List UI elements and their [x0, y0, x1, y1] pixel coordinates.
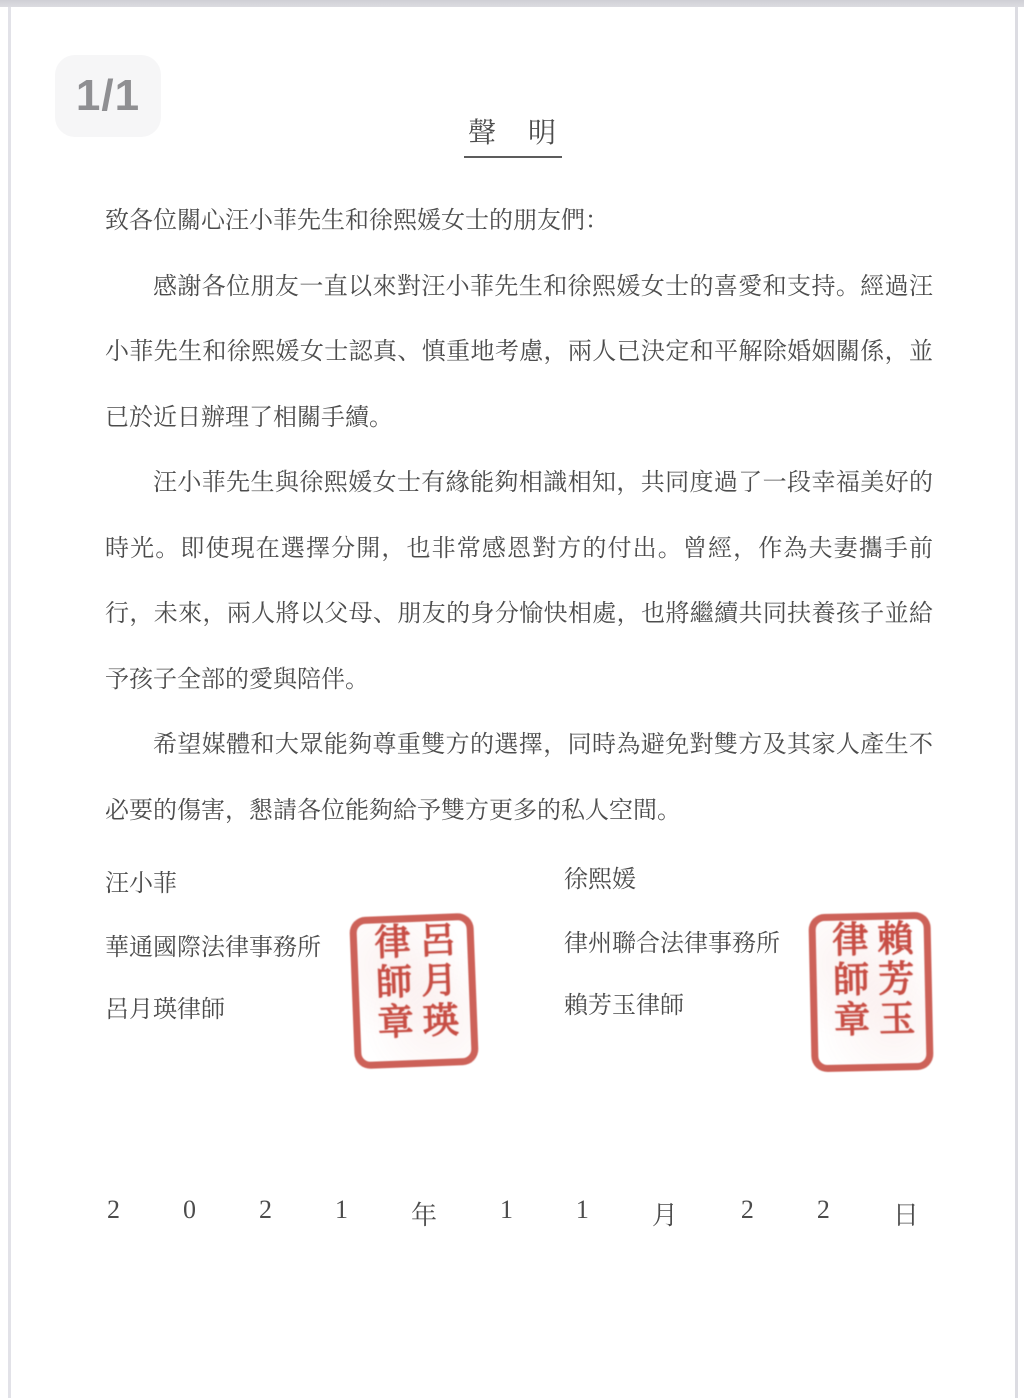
- viewer-right-border: [1015, 7, 1018, 1398]
- signature-left-firm: 華通國際法律事務所: [105, 935, 321, 961]
- signature-right-lawyer: 賴芳玉律師: [564, 993, 684, 1019]
- lawyer-seal-right: [808, 912, 933, 1073]
- title-row: [11, 111, 1015, 158]
- paragraph-3: 希望媒體和大眾能夠尊重雙方的選擇，同時為避免對雙方及其家人產生不必要的傷害，懇請各位能夠給予雙方更多的私人空間。: [105, 732, 933, 824]
- salutation-line: 致各位關心汪小菲先生和徐熙媛女士的朋友們：: [105, 208, 609, 234]
- page-indicator-badge: 1/1: [55, 55, 161, 137]
- document-body: [105, 189, 933, 844]
- seal-right-column-right: 賴芳玉: [872, 919, 915, 1040]
- document-page: [11, 7, 1015, 1398]
- lawyer-seal-left-text: [366, 920, 461, 1061]
- paragraph-1: 感謝各位朋友一直以來對汪小菲先生和徐熙媛女士的喜愛和支持。經過汪小菲先生和徐熙媛女士認真、慎重地考慮，兩人已決定和平解除婚姻關係，並已於近日辦理了相關手續。: [105, 273, 933, 431]
- date-char-day: 日: [892, 1201, 919, 1230]
- signature-left-lawyer: 呂月瑛律師: [105, 997, 225, 1023]
- date-char: 2: [107, 1195, 120, 1224]
- signature-left-name: 汪小菲: [105, 871, 177, 897]
- date-char: 1: [499, 1195, 513, 1224]
- date-char: 1: [575, 1195, 589, 1224]
- seal-left-column-left: 律師章: [369, 922, 414, 1044]
- signature-right-name: 徐熙媛: [564, 867, 636, 893]
- document-title: 聲 明: [464, 111, 562, 158]
- paragraph-2: 汪小菲先生與徐熙媛女士有緣能夠相識相知，共同度過了一段幸福美好的時光。即使現在選擇分開，也非常感恩對方的付出。曾經，作為夫妻攜手前行，未來，兩人將以父母、朋友的身分愉快相處，也將繼續共同扶養孩子並給予孩子全部的愛與陪伴。: [105, 470, 933, 693]
- date-line: [107, 1195, 919, 1232]
- date-char: 2: [816, 1195, 830, 1224]
- date-char: 2: [258, 1195, 272, 1224]
- lawyer-seal-left: [349, 913, 479, 1070]
- date-char-year: 年: [410, 1201, 437, 1230]
- seal-left-column-right: 呂月瑛: [414, 920, 459, 1042]
- date-char: 0: [182, 1195, 196, 1224]
- date-char: 2: [740, 1195, 754, 1224]
- signature-right-firm: 律州聯合法律事務所: [564, 931, 780, 957]
- date-char: 1: [334, 1195, 348, 1224]
- viewer-top-border: [0, 0, 1024, 7]
- lawyer-seal-right-text: [825, 919, 918, 1065]
- seal-right-column-left: 律師章: [827, 920, 871, 1041]
- date-char-month: 月: [651, 1201, 678, 1230]
